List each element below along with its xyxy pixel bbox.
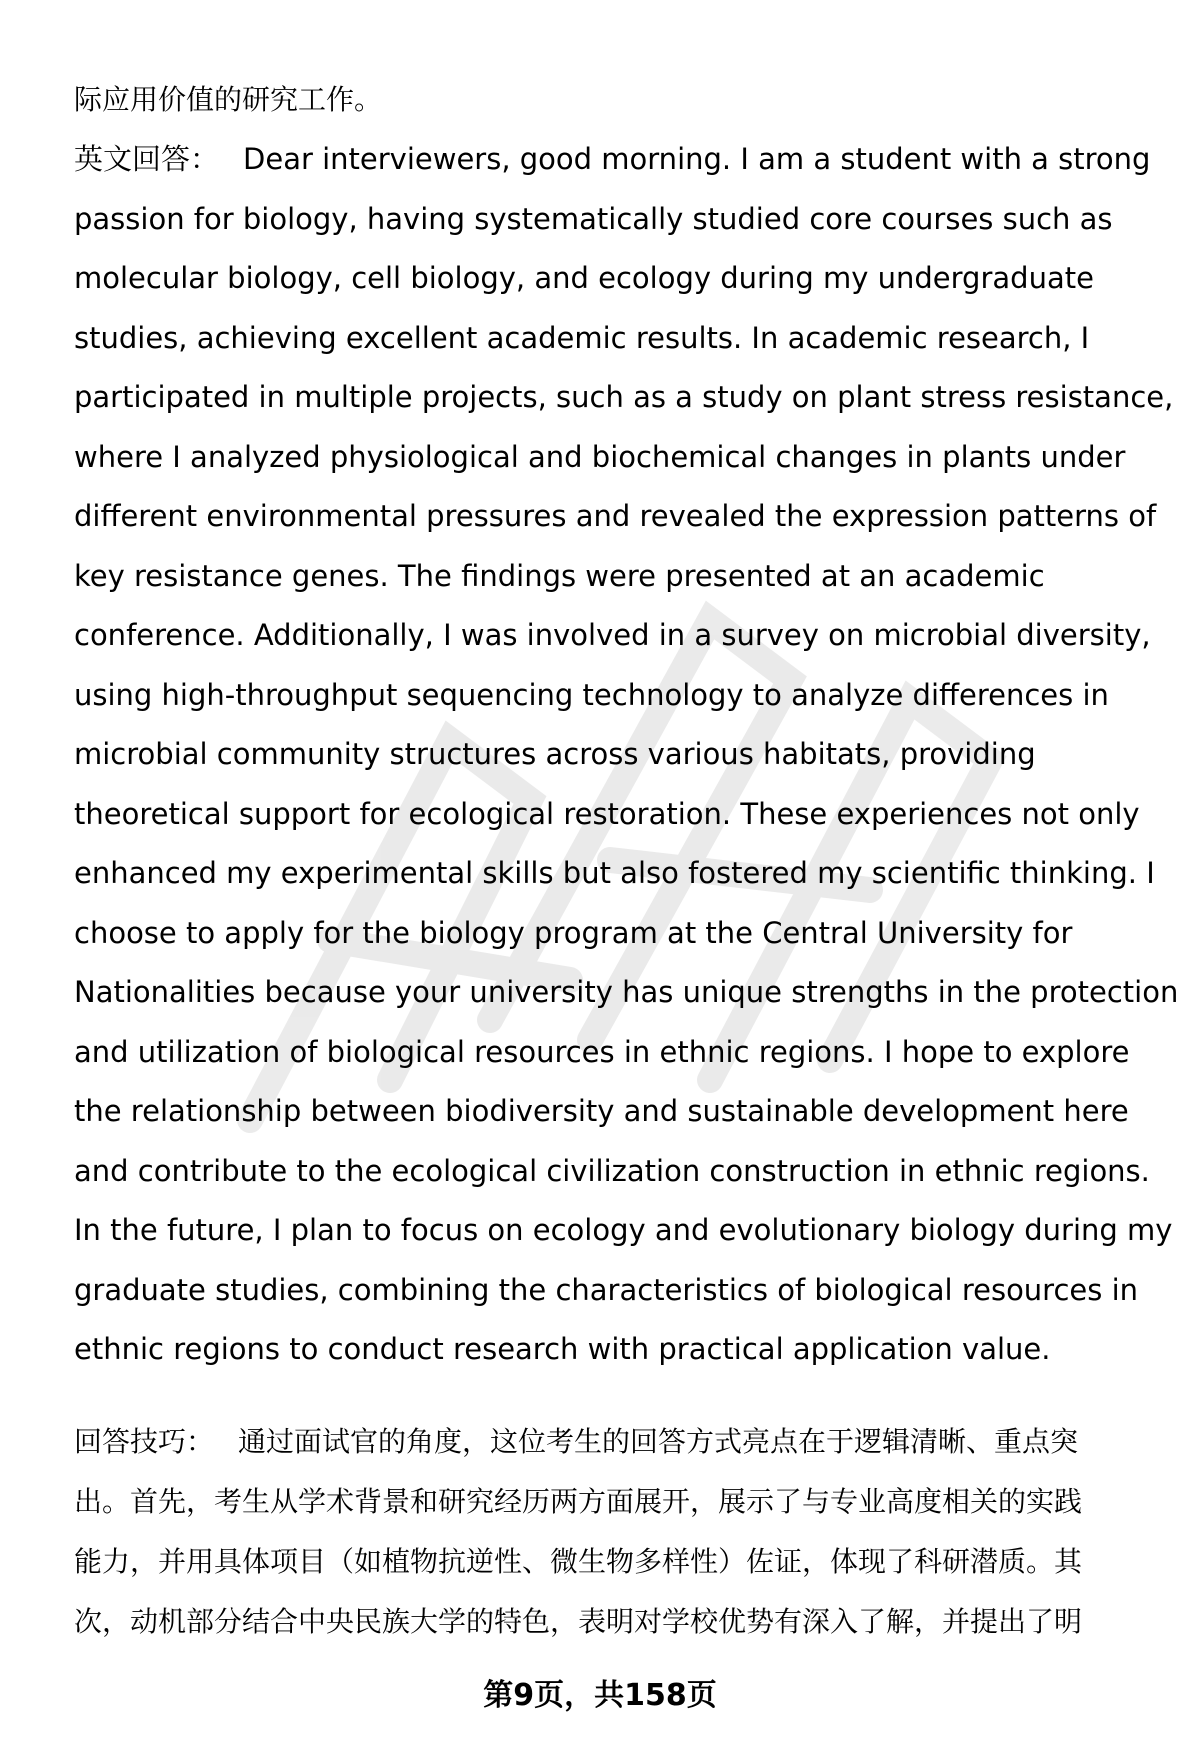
english-answer-text: Dear interviewers, good morning. I am a student with a strong	[243, 142, 1151, 176]
english-answer-line: ethnic regions to conduct research with practical application value.	[74, 1332, 1051, 1366]
answer-tips-line: 能力，并用具体项目（如植物抗逆性、微生物多样性）佐证，体现了科研潜质。其	[74, 1544, 1083, 1578]
answer-tips-line: 出。首先，考生从学术背景和研究经历两方面展开，展示了与专业高度相关的实践	[74, 1484, 1083, 1518]
english-answer-line: passion for biology, having systematically studied core courses such as	[74, 201, 1113, 236]
english-answer-line: molecular biology, cell biology, and ecology during my undergraduate	[74, 261, 1094, 295]
english-answer-line: participated in multiple projects, such as a study on plant stress resistance,	[74, 380, 1174, 414]
english-answer-line: In the future, I plan to focus on ecology and evolutionary biology during my	[74, 1213, 1173, 1247]
english-answer-line: microbial community structures across various habitats, providing	[74, 737, 1036, 771]
english-answer-line: the relationship between biodiversity and sustainable development here	[74, 1094, 1129, 1128]
english-answer-line: conference. Additionally, I was involved in a survey on microbial diversity,	[74, 618, 1151, 652]
top-fragment: 际应用价值的研究工作。	[74, 83, 383, 116]
answer-tips-text: 通过面试官的角度，这位考生的回答方式亮点在于逻辑清晰、重点突	[238, 1424, 1079, 1458]
answer-tips-line	[74, 1412, 1164, 1472]
english-answer-line: choose to apply for the biology program at the Central University for	[74, 915, 1073, 950]
section-gap	[74, 1380, 1164, 1412]
english-answer-line: and utilization of biological resources in ethnic regions. I hope to explore	[74, 1034, 1130, 1069]
english-answer-line: studies, achieving excellent academic results. In academic research, I	[74, 320, 1090, 355]
page-number-footer: 第9页，共158页	[483, 1678, 717, 1713]
english-answer-line: using high-throughput sequencing technology to analyze differences in	[74, 677, 1109, 712]
english-answer-line: where I analyzed physiological and biochemical changes in plants under	[74, 439, 1126, 474]
english-answer-line: different environmental pressures and revealed the expression patterns of	[74, 499, 1157, 533]
english-answer-line: enhanced my experimental skills but also fostered my scientific thinking. I	[74, 856, 1155, 890]
answer-tips-line: 次，动机部分结合中央民族大学的特色，表明对学校优势有深入了解，并提出了明	[74, 1604, 1083, 1638]
answer-tips-label: 回答技巧：	[74, 1424, 215, 1458]
english-answer-line: and contribute to the ecological civilization construction in ethnic regions.	[74, 1153, 1150, 1188]
english-answer-label: 英文回答：	[74, 142, 220, 176]
english-answer-line	[74, 130, 1164, 190]
english-answer-line: key resistance genes. The findings were presented at an academic	[74, 558, 1045, 593]
english-answer-line: graduate studies, combining the characteristics of biological resources in	[74, 1272, 1139, 1307]
content	[74, 70, 1179, 1652]
english-answer-line: theoretical support for ecological restoration. These experiences not only	[74, 796, 1140, 831]
english-answer-line: Nationalities because your university has unique strengths in the protection	[74, 975, 1179, 1009]
